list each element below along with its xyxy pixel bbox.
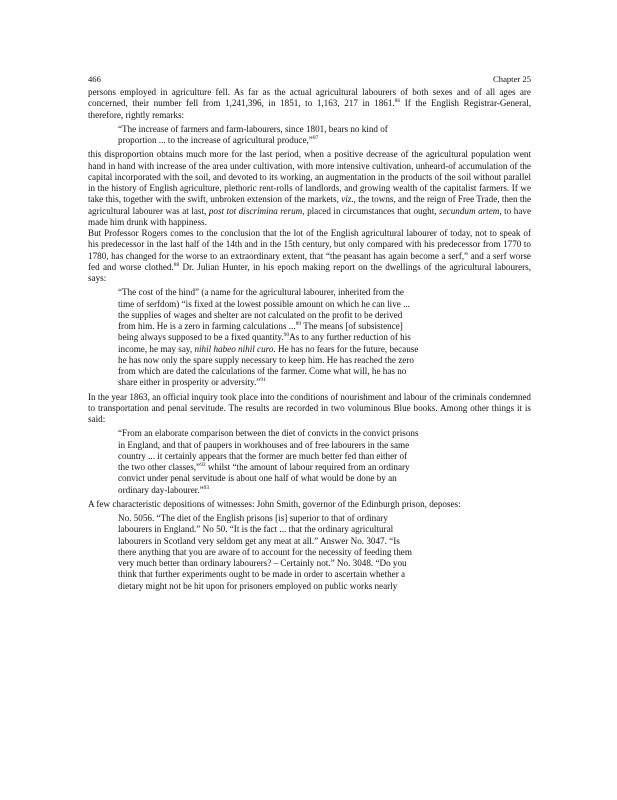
paragraph-1: persons employed in agriculture fell. As far as the actual agricultural labourers of both sexes and of all ages are concerned, their number fell from 1,241,396, in 1851, to 1,163, 217 in 1861.86 If the English Registrar-General, therefore, rightly remarks: <box>88 87 531 120</box>
footnote-ref-92: 92 <box>200 462 206 468</box>
block-quote-2: “The cost of the hind” (a name for the agricultural labourer, inherited from the time of serfdom) “is fixed at the lowest possible amount on which he can live ... the supplies of wages and shelter are not calculated on the profit to be derived from him. He is a zero in farming calculations ...$^{89}$ The means [of subsistence] being always supposed to be a fixed quantity.$^{90}$As to any further reduction of his income, he may say, nihil habeo nihil curo. He has no fears for the future, because he has now only the spare supply necessary to keep him. He has reached the zero from which are dated the calculations of the farmer. Come what will, he has no share either in prosperity or adversity.”$^{91}$ <box>118 287 419 388</box>
block-quote-4: No. 5056. “The diet of the English prisons [is] superior to that of ordinary labourers in England.” No 50. “It is the fact ... that the ordinary agricultural labourers in Scotland very seldom get any meat at all.” Answer No. 3047. “Is there anything that you are aware of to account for the necessity of feeding them very much better than ordinary labourers? – Certainly not.” No. 3048. “Do you think that further experiments ought to be made in order to ascertain whether a dietary might not be hit upon for prisoners employed on public works nearly <box>118 513 412 591</box>
paragraph-2: this disproportion obtains much more for the last period, when a positive decrease of the agricultural population went hand in hand with increase of the area under cultivation, with more intensive cultivation, unheard-of accumulation of the capital incorporated with the soil, and devoted to its working, an augmentation in the products of the soil without parallel in the history of English agriculture, plethoric rent-rolls of landlords, and growing wealth of the capitalist farmers. If we take this, together with the swift, unbroken extension of the markets, viz., the towns, and the reign of Free Trade, then the agricultural labourer was at last, post tot discrimina rerum, placed in circumstances that ought, secundum artem, to have made him drunk with happiness. <box>88 149 532 227</box>
footnote-ref-87: 87 <box>312 135 319 141</box>
footnote-ref-89: 89 <box>295 321 302 327</box>
page-number: 466 <box>88 74 101 84</box>
chapter-label: Chapter 25 <box>493 74 531 84</box>
paragraph-3: But Professor Rogers comes to the conclusion that the lot of the English agricultural labourer of today, not to speak of his predecessor in the last half of the 14th and in the 15th century, but only compared with his predecessor from 1770 to 1780, has changed for the worse to an extraordinary extent, that “the peasant has again become a serf,” and a serf worse fed and worse clothed.$^{88}$ Dr. Julian Hunter, in his epoch making report on the dwellings of the agricultural labourers, says: <box>88 228 531 283</box>
page-header <box>88 74 531 86</box>
page-body <box>88 87 531 595</box>
footnote-ref-91: 91 <box>260 377 266 384</box>
paragraph-4: In the year 1863, an official inquiry took place into the conditions of nourishment and labour of the criminals condemned to transportation and penal servitude. The results are recorded in two voluminous Blue books. Among other things it is said: <box>88 391 531 424</box>
footnote-ref-90: 90 <box>283 332 290 339</box>
footnote-ref-88: 88 <box>173 261 180 268</box>
footnote-ref-86: 86 <box>394 98 401 105</box>
block-quote-3: “From an elaborate comparison between the diet of convicts in the convict prisons in England, and that of paupers in workhouses and of free labourers in the same country ... it certainly appears that the former are much better fed than either of the two other classes,”$^{92}$ whilst “the amount of labour required from an ordinary convict under penal servitude is about one half of what would be done by an ordinary day-labourer.”$^{93}$ <box>118 428 419 495</box>
block-quote-1: “The increase of farmers and farm-labourers, since 1801, bears no kind of proportion ... to the increase of agricultural produce,”$^{87}$ <box>118 123 388 145</box>
footnote-ref-93: 93 <box>203 484 210 491</box>
paragraph-5: A few characteristic depositions of witnesses: John Smith, governor of the Edinburgh prison, deposes: <box>88 498 461 509</box>
